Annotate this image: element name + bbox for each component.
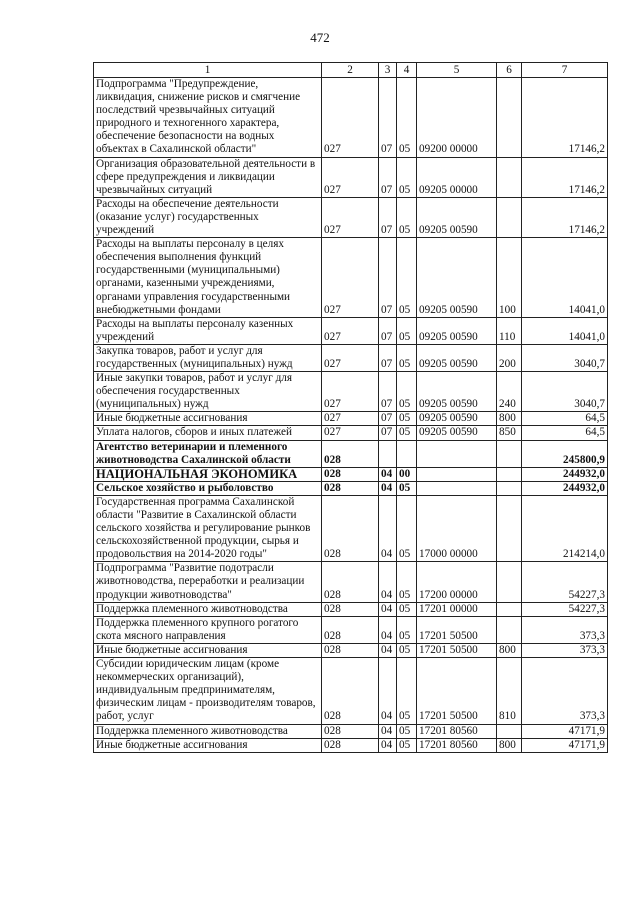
column-number-header (94, 63, 608, 78)
table-row (94, 238, 608, 318)
col-header-6: 6 (497, 63, 522, 78)
row-target-code: 09205 00590 (417, 317, 497, 344)
row-section-code: 04 (379, 724, 397, 738)
row-amount: 14041,0 (522, 317, 608, 344)
row-section-code: 07 (379, 78, 397, 158)
row-subsection-code (397, 440, 417, 467)
page-number: 472 (310, 30, 330, 45)
row-expense-type-code (497, 724, 522, 738)
row-subsection-code: 00 (397, 467, 417, 481)
row-section-code: 07 (379, 238, 397, 318)
table-row (94, 495, 608, 561)
row-ministry-code: 027 (322, 197, 379, 237)
table-row (94, 317, 608, 344)
row-ministry-code: 027 (322, 238, 379, 318)
row-ministry-code: 027 (322, 426, 379, 440)
row-section-code: 07 (379, 344, 397, 371)
row-expense-type-code: 240 (497, 372, 522, 412)
row-amount: 17146,2 (522, 78, 608, 158)
row-subsection-code: 05 (397, 495, 417, 561)
row-name: Поддержка племенного животноводства (94, 602, 322, 616)
row-name: Субсидии юридическим лицам (кроме некоммерческих организаций), индивидуальным предпринимателям, физическим лицам - производителям товаров, работ, услуг (94, 658, 322, 724)
table-row (94, 658, 608, 724)
row-expense-type-code: 110 (497, 317, 522, 344)
row-ministry-code: 027 (322, 412, 379, 426)
row-ministry-code: 028 (322, 467, 379, 481)
row-amount: 54227,3 (522, 562, 608, 602)
table-row (94, 562, 608, 602)
col-header-7: 7 (522, 63, 608, 78)
row-ministry-code: 027 (322, 78, 379, 158)
row-amount: 373,3 (522, 616, 608, 643)
row-section-code: 04 (379, 562, 397, 602)
row-target-code (417, 467, 497, 481)
row-subsection-code: 05 (397, 602, 417, 616)
row-name: Организация образовательной деятельности в сфере предупреждения и ликвидации чрезвычайных ситуаций (94, 157, 322, 197)
row-amount: 17146,2 (522, 157, 608, 197)
row-ministry-code: 028 (322, 724, 379, 738)
row-ministry-code: 028 (322, 562, 379, 602)
row-ministry-code: 028 (322, 643, 379, 657)
row-target-code: 17000 00000 (417, 495, 497, 561)
row-expense-type-code (497, 602, 522, 616)
row-target-code: 17200 00000 (417, 562, 497, 602)
row-name: Подпрограмма "Предупреждение, ликвидация, снижение рисков и смягчение последствий чрезвычайных ситуаций природного и техногенного характера, обеспечение безопасности на водных объектах в Сахалинской области" (94, 78, 322, 158)
row-target-code: 09205 00590 (417, 426, 497, 440)
row-section-code: 04 (379, 738, 397, 752)
table-row (94, 467, 608, 481)
row-section-code: 04 (379, 616, 397, 643)
row-name: Подпрограмма "Развитие подотрасли животноводства, переработки и реализации продукции животноводства" (94, 562, 322, 602)
row-name: Поддержка племенного крупного рогатого скота мясного направления (94, 616, 322, 643)
row-target-code: 09205 00590 (417, 238, 497, 318)
row-subsection-code: 05 (397, 157, 417, 197)
row-name: Расходы на выплаты персоналу в целях обеспечения выполнения функций государственными (муниципальными) органами, казенными учреждениями, органами управления государственными внебюджетными фондами (94, 238, 322, 318)
row-ministry-code: 028 (322, 616, 379, 643)
row-ministry-code: 027 (322, 372, 379, 412)
table-row (94, 78, 608, 158)
row-target-code: 09205 00590 (417, 412, 497, 426)
row-subsection-code: 05 (397, 643, 417, 657)
table-row (94, 602, 608, 616)
row-section-code: 07 (379, 197, 397, 237)
row-ministry-code: 028 (322, 481, 379, 495)
row-section-code: 04 (379, 481, 397, 495)
row-expense-type-code (497, 467, 522, 481)
row-amount: 64,5 (522, 426, 608, 440)
row-ministry-code: 028 (322, 602, 379, 616)
row-section-code: 04 (379, 495, 397, 561)
row-amount: 3040,7 (522, 344, 608, 371)
row-expense-type-code (497, 481, 522, 495)
col-header-2: 2 (322, 63, 379, 78)
row-amount: 47171,9 (522, 738, 608, 752)
row-name: Расходы на выплаты персоналу казенных учреждений (94, 317, 322, 344)
row-expense-type-code (497, 495, 522, 561)
row-target-code: 09205 00590 (417, 372, 497, 412)
row-ministry-code: 027 (322, 157, 379, 197)
row-subsection-code: 05 (397, 562, 417, 602)
row-amount: 373,3 (522, 658, 608, 724)
row-expense-type-code (497, 78, 522, 158)
row-expense-type-code (497, 440, 522, 467)
row-section-code: 07 (379, 317, 397, 344)
row-name: Закупка товаров, работ и услуг для государственных (муниципальных) нужд (94, 344, 322, 371)
row-amount: 17146,2 (522, 197, 608, 237)
row-ministry-code: 027 (322, 317, 379, 344)
table-body (94, 78, 608, 753)
row-section-code: 07 (379, 426, 397, 440)
row-target-code: 09205 00590 (417, 197, 497, 237)
row-name: Поддержка племенного животноводства (94, 724, 322, 738)
row-section-code: 04 (379, 658, 397, 724)
row-subsection-code: 05 (397, 481, 417, 495)
row-name: Уплата налогов, сборов и иных платежей (94, 426, 322, 440)
col-header-5: 5 (417, 63, 497, 78)
row-name: Сельское хозяйство и рыболовство (94, 481, 322, 495)
row-name: Агентство ветеринарии и племенного животноводства Сахалинской области (94, 440, 322, 467)
table-row (94, 440, 608, 467)
col-header-4: 4 (397, 63, 417, 78)
row-subsection-code: 05 (397, 372, 417, 412)
row-target-code: 17201 80560 (417, 724, 497, 738)
row-name: Иные бюджетные ассигнования (94, 738, 322, 752)
row-name: Иные закупки товаров, работ и услуг для обеспечения государственных (муниципальных) нужд (94, 372, 322, 412)
table-row (94, 481, 608, 495)
table-row (94, 197, 608, 237)
row-amount: 244932,0 (522, 481, 608, 495)
row-section-code: 04 (379, 467, 397, 481)
row-target-code: 17201 80560 (417, 738, 497, 752)
row-subsection-code: 05 (397, 724, 417, 738)
row-amount: 214214,0 (522, 495, 608, 561)
row-ministry-code: 027 (322, 344, 379, 371)
row-amount: 14041,0 (522, 238, 608, 318)
table-row (94, 412, 608, 426)
row-amount: 64,5 (522, 412, 608, 426)
row-target-code (417, 440, 497, 467)
row-subsection-code: 05 (397, 317, 417, 344)
row-subsection-code: 05 (397, 738, 417, 752)
row-expense-type-code (497, 562, 522, 602)
table-row (94, 724, 608, 738)
table-row (94, 738, 608, 752)
table-row (94, 426, 608, 440)
row-amount: 3040,7 (522, 372, 608, 412)
row-amount: 244932,0 (522, 467, 608, 481)
row-name: Иные бюджетные ассигнования (94, 643, 322, 657)
row-expense-type-code: 800 (497, 412, 522, 426)
row-name: НАЦИОНАЛЬНАЯ ЭКОНОМИКА (94, 467, 322, 481)
row-subsection-code: 05 (397, 197, 417, 237)
row-target-code: 09200 00000 (417, 78, 497, 158)
row-subsection-code: 05 (397, 238, 417, 318)
row-section-code (379, 440, 397, 467)
row-expense-type-code (497, 616, 522, 643)
budget-table (93, 62, 608, 753)
row-section-code: 04 (379, 602, 397, 616)
row-expense-type-code (497, 197, 522, 237)
row-target-code: 17201 50500 (417, 658, 497, 724)
row-expense-type-code: 200 (497, 344, 522, 371)
row-subsection-code: 05 (397, 344, 417, 371)
row-subsection-code: 05 (397, 78, 417, 158)
row-expense-type-code: 800 (497, 738, 522, 752)
row-name: Государственная программа Сахалинской области "Развитие в Сахалинской области сельского хозяйства и регулирование рынков сельскохозяйственной продукции, сырья и продовольствия на 2014-2020 годы" (94, 495, 322, 561)
table-row (94, 372, 608, 412)
col-header-3: 3 (379, 63, 397, 78)
row-ministry-code: 028 (322, 440, 379, 467)
row-amount: 54227,3 (522, 602, 608, 616)
row-amount: 373,3 (522, 643, 608, 657)
row-expense-type-code: 800 (497, 643, 522, 657)
table-row (94, 157, 608, 197)
row-ministry-code: 028 (322, 495, 379, 561)
row-section-code: 07 (379, 412, 397, 426)
row-expense-type-code (497, 157, 522, 197)
table-row (94, 344, 608, 371)
row-target-code: 17201 00000 (417, 602, 497, 616)
row-expense-type-code: 810 (497, 658, 522, 724)
row-ministry-code: 028 (322, 658, 379, 724)
row-target-code: 09205 00590 (417, 344, 497, 371)
row-expense-type-code: 850 (497, 426, 522, 440)
row-target-code: 17201 50500 (417, 616, 497, 643)
row-name: Расходы на обеспечение деятельности (оказание услуг) государственных учреждений (94, 197, 322, 237)
row-target-code: 17201 50500 (417, 643, 497, 657)
row-expense-type-code: 100 (497, 238, 522, 318)
row-ministry-code: 028 (322, 738, 379, 752)
table-row (94, 643, 608, 657)
row-subsection-code: 05 (397, 616, 417, 643)
row-amount: 245800,9 (522, 440, 608, 467)
col-header-1: 1 (94, 63, 322, 78)
row-subsection-code: 05 (397, 658, 417, 724)
row-amount: 47171,9 (522, 724, 608, 738)
table-row (94, 616, 608, 643)
row-section-code: 04 (379, 643, 397, 657)
row-subsection-code: 05 (397, 426, 417, 440)
row-section-code: 07 (379, 372, 397, 412)
row-subsection-code: 05 (397, 412, 417, 426)
row-target-code: 09205 00000 (417, 157, 497, 197)
row-target-code (417, 481, 497, 495)
row-name: Иные бюджетные ассигнования (94, 412, 322, 426)
row-section-code: 07 (379, 157, 397, 197)
